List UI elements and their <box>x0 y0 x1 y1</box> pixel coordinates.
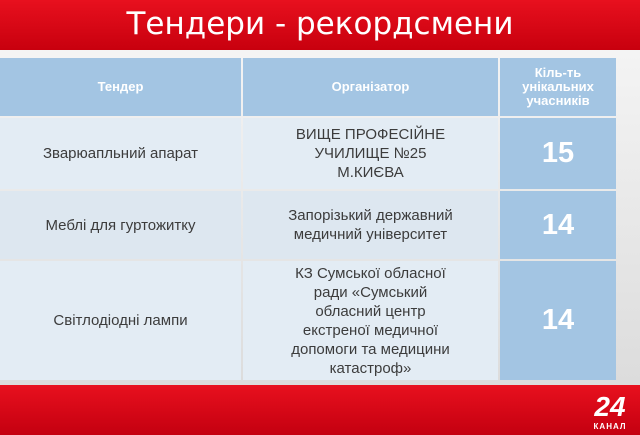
table-row-1-organizer: ВИЩЕ ПРОФЕСІЙНЕ УЧИЛИЩЕ №25 М.КИЄВА <box>243 118 498 189</box>
tenders-table <box>0 58 616 380</box>
column-header-organizer: Організатор <box>243 58 498 116</box>
table-row-1-tender: Зварюапльний апарат <box>0 118 241 189</box>
header-bar <box>0 0 640 50</box>
table-row-3-count: 14 <box>500 261 616 380</box>
table-row-2-count: 14 <box>500 191 616 259</box>
table-row-2-tender: Меблі для гуртожитку <box>0 191 241 259</box>
page-title: Тендери - рекордсмени <box>126 6 514 42</box>
logo-number: 24 <box>594 391 626 422</box>
logo-word: КАНАЛ <box>593 422 627 431</box>
table-row-3-tender: Світлодіодні лампи <box>0 261 241 380</box>
channel-logo <box>588 393 632 433</box>
footer-bar <box>0 385 640 435</box>
table-row-3-organizer: КЗ Сумської обласної ради «Сумський обласний центр екстреної медичної допомоги та медицини катастроф» <box>243 261 498 380</box>
table-row-1-count: 15 <box>500 118 616 189</box>
column-header-participants: Кіль-ть унікальних учасників <box>500 58 616 116</box>
column-header-tender: Тендер <box>0 58 241 116</box>
table-row-2-organizer: Запорізький державний медичний університет <box>243 191 498 259</box>
